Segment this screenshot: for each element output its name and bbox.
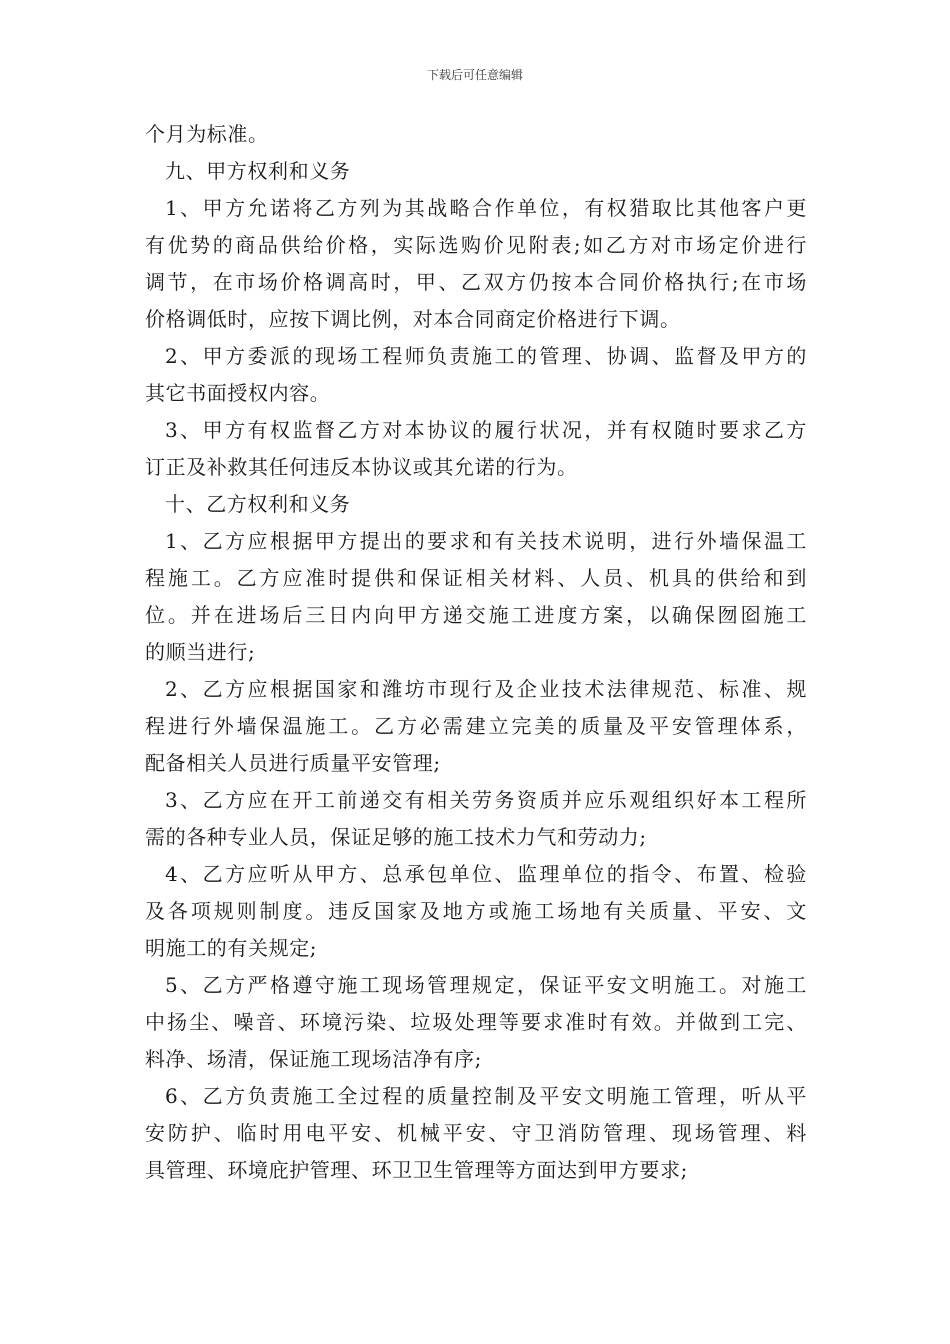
text-line: 价格调低时，应按下调比例，对本合同商定价格进行下调。 xyxy=(145,307,681,331)
page-header-note: 下载后可任意编辑 xyxy=(426,68,523,82)
text-line: 2、乙方应根据国家和潍坊市现行及企业技术法律规范、标准、规 xyxy=(165,677,807,701)
document-body xyxy=(145,116,807,1189)
clause-paragraph xyxy=(145,1078,807,1189)
text-line: 的顺当进行; xyxy=(145,640,256,664)
text-line: 十、乙方权利和义务 xyxy=(165,492,351,516)
text-line: 程施工。乙方应准时提供和保证相关材料、人员、机具的供给和到 xyxy=(145,566,807,590)
clause-paragraph xyxy=(145,782,807,856)
clause-paragraph xyxy=(145,671,807,782)
text-line: 料净、场清，保证施工现场洁净有序; xyxy=(145,1047,482,1071)
text-line: 3、乙方应在开工前递交有相关劳务资质并应乐观组织好本工程所 xyxy=(165,788,807,812)
section-heading xyxy=(145,486,807,523)
text-line: 订正及补救其任何违反本协议或其允诺的行为。 xyxy=(145,455,578,479)
text-line: 5、乙方严格遵守施工现场管理规定，保证平安文明施工。对施工 xyxy=(165,973,807,997)
text-line: 1、乙方应根据甲方提出的要求和有关技术说明，进行外墙保温工 xyxy=(165,529,807,553)
clause-paragraph xyxy=(145,190,807,338)
text-line: 及各项规则制度。违反国家及地方或施工场地有关质量、平安、文 xyxy=(145,899,807,923)
text-line: 位。并在进场后三日内向甲方递交施工进度方案，以确保囫囵施工 xyxy=(145,603,807,627)
text-line: 九、甲方权利和义务 xyxy=(165,159,351,183)
text-line: 需的各种专业人员，保证足够的施工技术力气和劳动力; xyxy=(145,825,647,849)
text-line: 1、甲方允诺将乙方列为其战略合作单位，有权猎取比其他客户更 xyxy=(165,196,807,220)
text-line: 安防护、临时用电平安、机械平安、守卫消防管理、现场管理、料 xyxy=(145,1121,807,1145)
clause-paragraph xyxy=(145,967,807,1078)
text-line: 3、甲方有权监督乙方对本协议的履行状况，并有权随时要求乙方 xyxy=(165,418,807,442)
text-paragraph xyxy=(145,116,807,153)
section-heading xyxy=(145,153,807,190)
text-line: 2、甲方委派的现场工程师负责施工的管理、协调、监督及甲方的 xyxy=(165,344,807,368)
text-line: 调节，在市场价格调高时，甲、乙双方仍按本合同价格执行;在市场 xyxy=(145,270,807,294)
text-line: 明施工的有关规定; xyxy=(145,936,318,960)
text-line: 6、乙方负责施工全过程的质量控制及平安文明施工管理，听从平 xyxy=(165,1084,807,1108)
clause-paragraph xyxy=(145,412,807,486)
text-line: 4、乙方应听从甲方、总承包单位、监理单位的指令、布置、检验 xyxy=(165,862,807,886)
text-line: 中扬尘、噪音、环境污染、垃圾处理等要求准时有效。并做到工完、 xyxy=(145,1010,807,1034)
text-line: 个月为标准。 xyxy=(145,122,269,146)
text-line: 具管理、环境庇护管理、环卫卫生管理等方面达到甲方要求; xyxy=(145,1158,688,1182)
text-line: 有优势的商品供给价格，实际选购价见附表;如乙方对市场定价进行 xyxy=(145,233,807,257)
clause-paragraph xyxy=(145,856,807,967)
text-line: 配备相关人员进行质量平安管理; xyxy=(145,751,441,775)
clause-paragraph xyxy=(145,523,807,671)
text-line: 其它书面授权内容。 xyxy=(145,381,331,405)
clause-paragraph xyxy=(145,338,807,412)
text-line: 程进行外墙保温施工。乙方必需建立完美的质量及平安管理体系， xyxy=(145,714,807,738)
